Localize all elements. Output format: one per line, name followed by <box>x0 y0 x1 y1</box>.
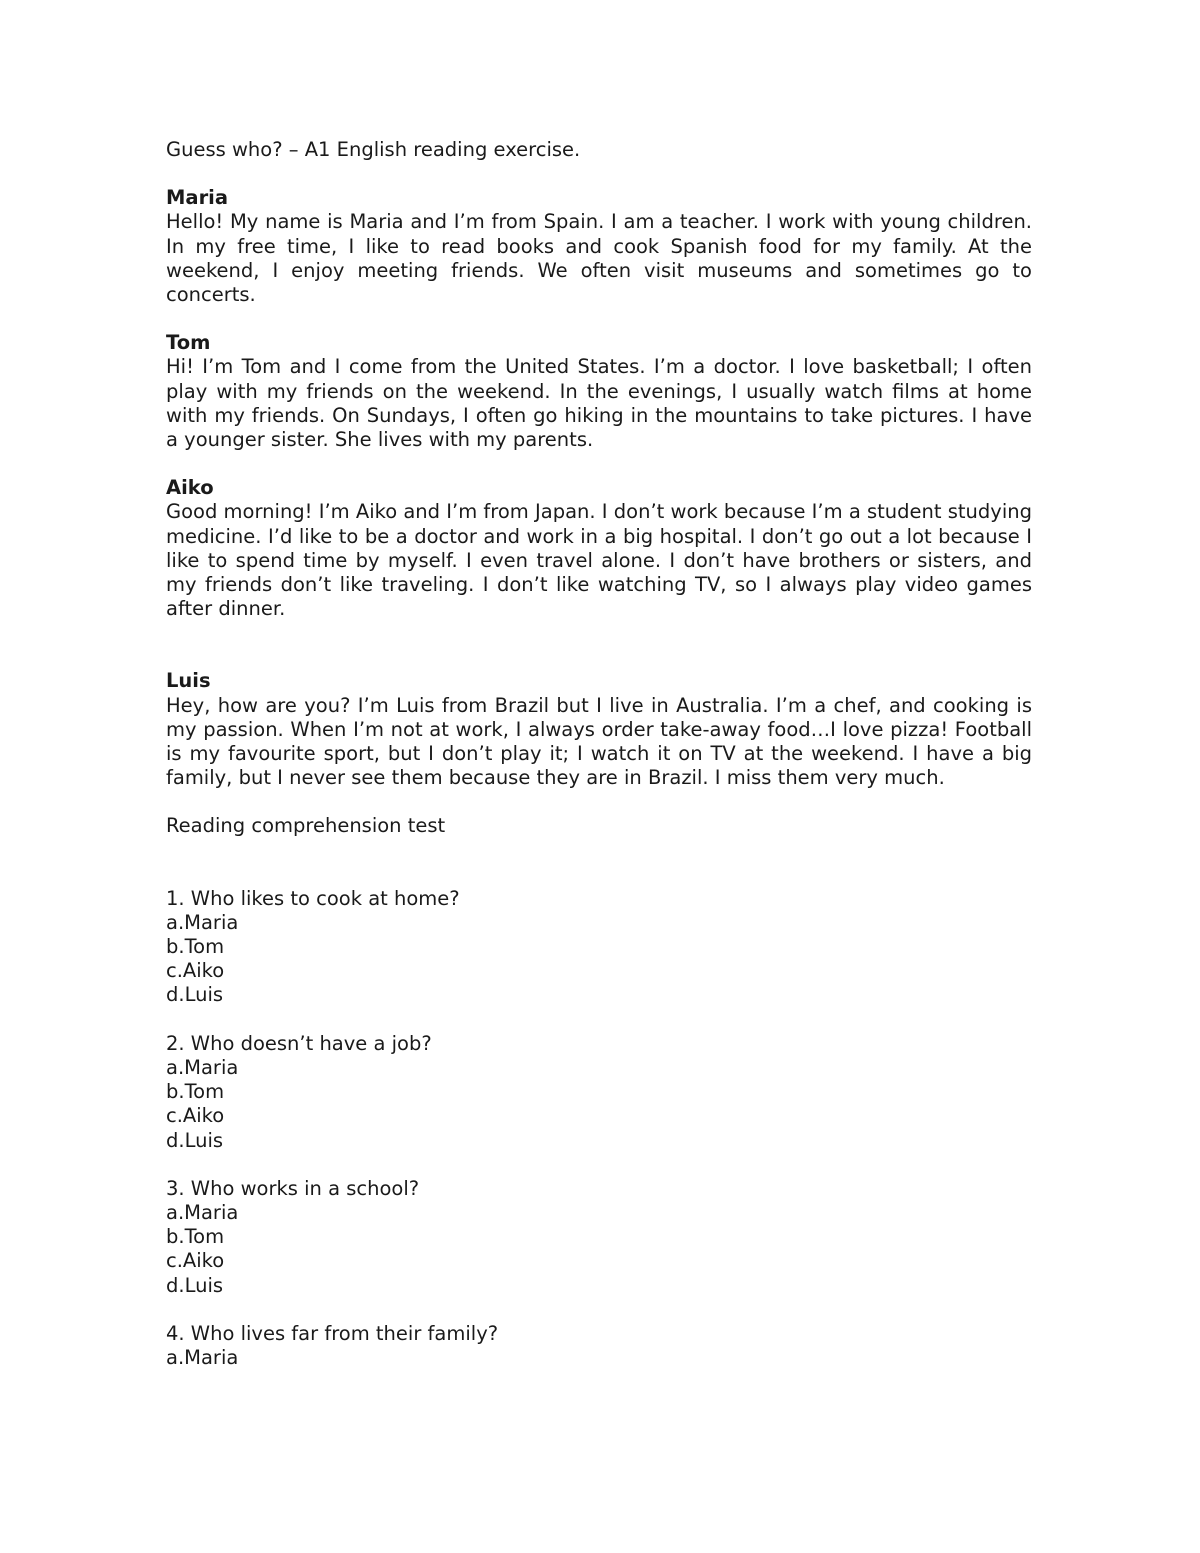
profile-text: Hi! I’m Tom and I come from the United States. I’m a doctor. I love basketball; I often play with my friends on the weekend. In the evenings, I usually watch films at home with my friends. On Sundays, I often go hiking in the mountains to take pictures. I have a younger sister. She lives with my parents. <box>166 355 1032 452</box>
question-4 <box>166 1322 1032 1370</box>
answer-option: a.Maria <box>166 910 239 934</box>
question-text: 4. Who lives far from their family? <box>166 1321 499 1345</box>
question-3 <box>166 1177 1032 1298</box>
answer-option: c.Aiko <box>166 959 225 983</box>
profile-luis <box>166 669 1032 790</box>
question-text: 3. Who works in a school? <box>166 1176 420 1200</box>
profile-name: Aiko <box>166 476 214 500</box>
answer-option: a.Maria <box>166 1055 239 1079</box>
profile-text: Hello! My name is Maria and I’m from Spain. I am a teacher. I work with young children. In my free time, I like to read books and cook Spanish food for my family. At the weekend, I enjoy meeting friends. We often visit museums and sometimes go to concerts. <box>166 210 1032 307</box>
answer-option: c.Aiko <box>166 1104 225 1128</box>
answer-option: b.Tom <box>166 1080 225 1104</box>
profile-name: Luis <box>166 669 211 693</box>
profile-text: Good morning! I’m Aiko and I’m from Japan. I don’t work because I’m a student studying medicine. I’d like to be a doctor and work in a big hospital. I don’t go out a lot because I like to spend time by myself. I even travel alone. I don’t have brothers or sisters, and my friends don’t like traveling. I don’t like watching TV, so I always play video games after dinner. <box>166 500 1032 621</box>
profile-aiko <box>166 476 1032 621</box>
profile-maria <box>166 186 1032 307</box>
answer-option: a.Maria <box>166 1200 239 1224</box>
answer-option: d.Luis <box>166 1128 224 1152</box>
answer-option: c.Aiko <box>166 1249 225 1273</box>
question-1 <box>166 887 1032 1008</box>
document-title: Guess who? – A1 English reading exercise. <box>166 138 581 161</box>
profile-name: Maria <box>166 186 229 210</box>
answer-option: b.Tom <box>166 1225 225 1249</box>
profile-tom <box>166 331 1032 452</box>
profile-text: Hey, how are you? I’m Luis from Brazil but I live in Australia. I’m a chef, and cooking is my passion. When I’m not at work, I always order take-away food…I love pizza! Football is my favourite sport, but I don’t play it; I watch it on TV at the weekend. I have a big family, but I never see them because they are in Brazil. I miss them very much. <box>166 693 1032 790</box>
question-2 <box>166 1032 1032 1153</box>
question-text: 1. Who likes to cook at home? <box>166 886 460 910</box>
answer-option: d.Luis <box>166 1273 224 1297</box>
document-page <box>166 138 1032 1394</box>
answer-option: b.Tom <box>166 935 225 959</box>
answer-option: a.Maria <box>166 1345 239 1369</box>
answer-option: d.Luis <box>166 983 224 1007</box>
profile-name: Tom <box>166 331 211 355</box>
test-heading: Reading comprehension test <box>166 814 446 838</box>
question-text: 2. Who doesn’t have a job? <box>166 1031 432 1055</box>
